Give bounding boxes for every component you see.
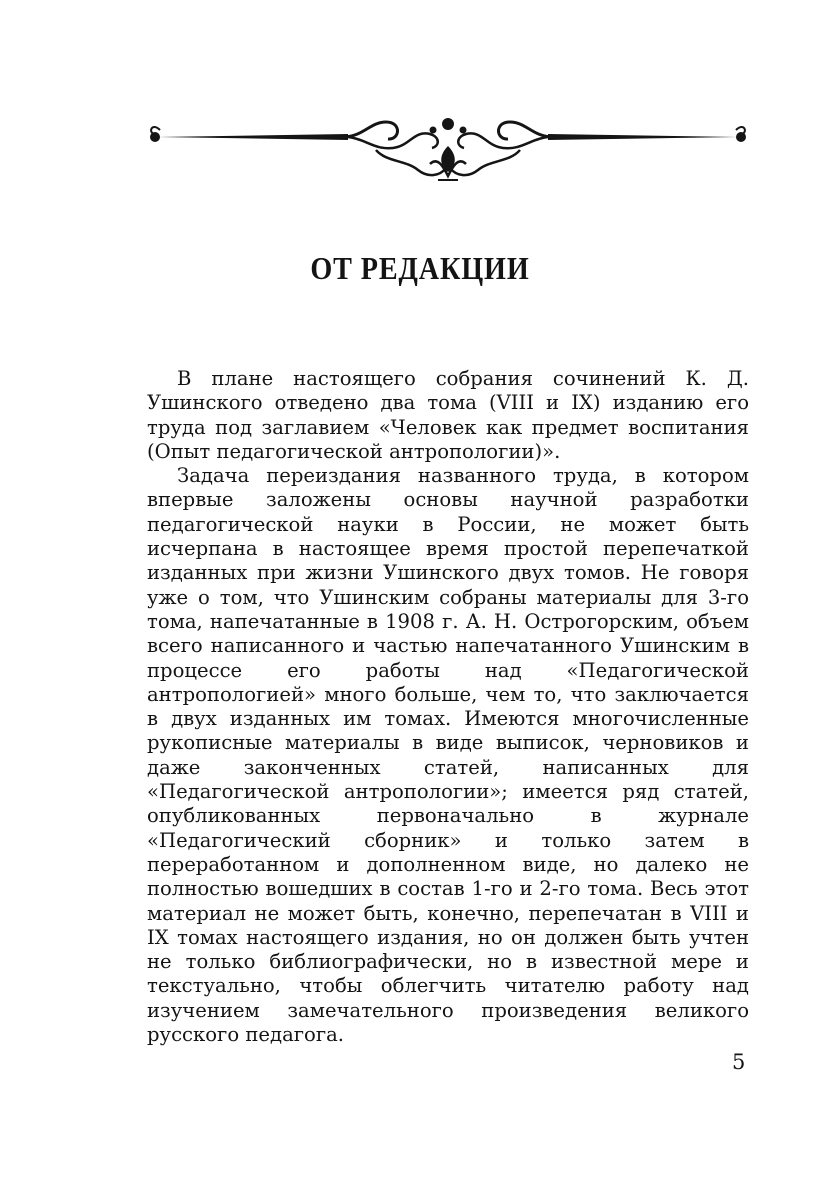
page-heading: ОТ РЕДАКЦИИ <box>310 250 530 286</box>
paragraph: В плане настоящего собрания сочинений К. Д. Ушинского отведено два тома (VIII и IX) изданию его труда под заглавием «Человек как предмет воспитания (Опыт педагогической антропологии)». <box>147 367 749 463</box>
decorative-ornament-icon <box>148 110 748 190</box>
page-number: 5 <box>732 1050 746 1074</box>
body-text <box>147 367 749 1047</box>
paragraph: Задача переиздания названного труда, в котором впервые заложены основы научной разработки педагогической науки в России, не может быть исчерпана в настоящее время простой перепечаткой изданных при жизни Ушинского двух томов. Не говоря уже о том, что Ушинским собраны материалы для 3-го тома, напечатанные в 1908 г. А. Н. Острогорским, объем всего написанного и частью напечатанного Ушинским в процессе его работы над «Педагогической антропологией» много больше, чем то, что заключается в двух изданных им томах. Имеются многочисленные рукописные материалы в виде выписок, черновиков и даже законченных статей, написанных для «Педагогической антропологии»; имеется ряд статей, опубликованных первоначально в журнале «Педагогический сборник» и только затем в переработанном и дополненном виде, но далеко не полностью вошедших в состав 1-го и 2-го тома. Весь этот материал не может быть, конечно, перепечатан в VIII и IX томах настоящего издания, но он должен быть учтен не только библиографически, но в известной мере и текстуально, чтобы облегчить читателю работу над изучением замечательного произведения великого русского педагога. <box>147 464 749 1047</box>
